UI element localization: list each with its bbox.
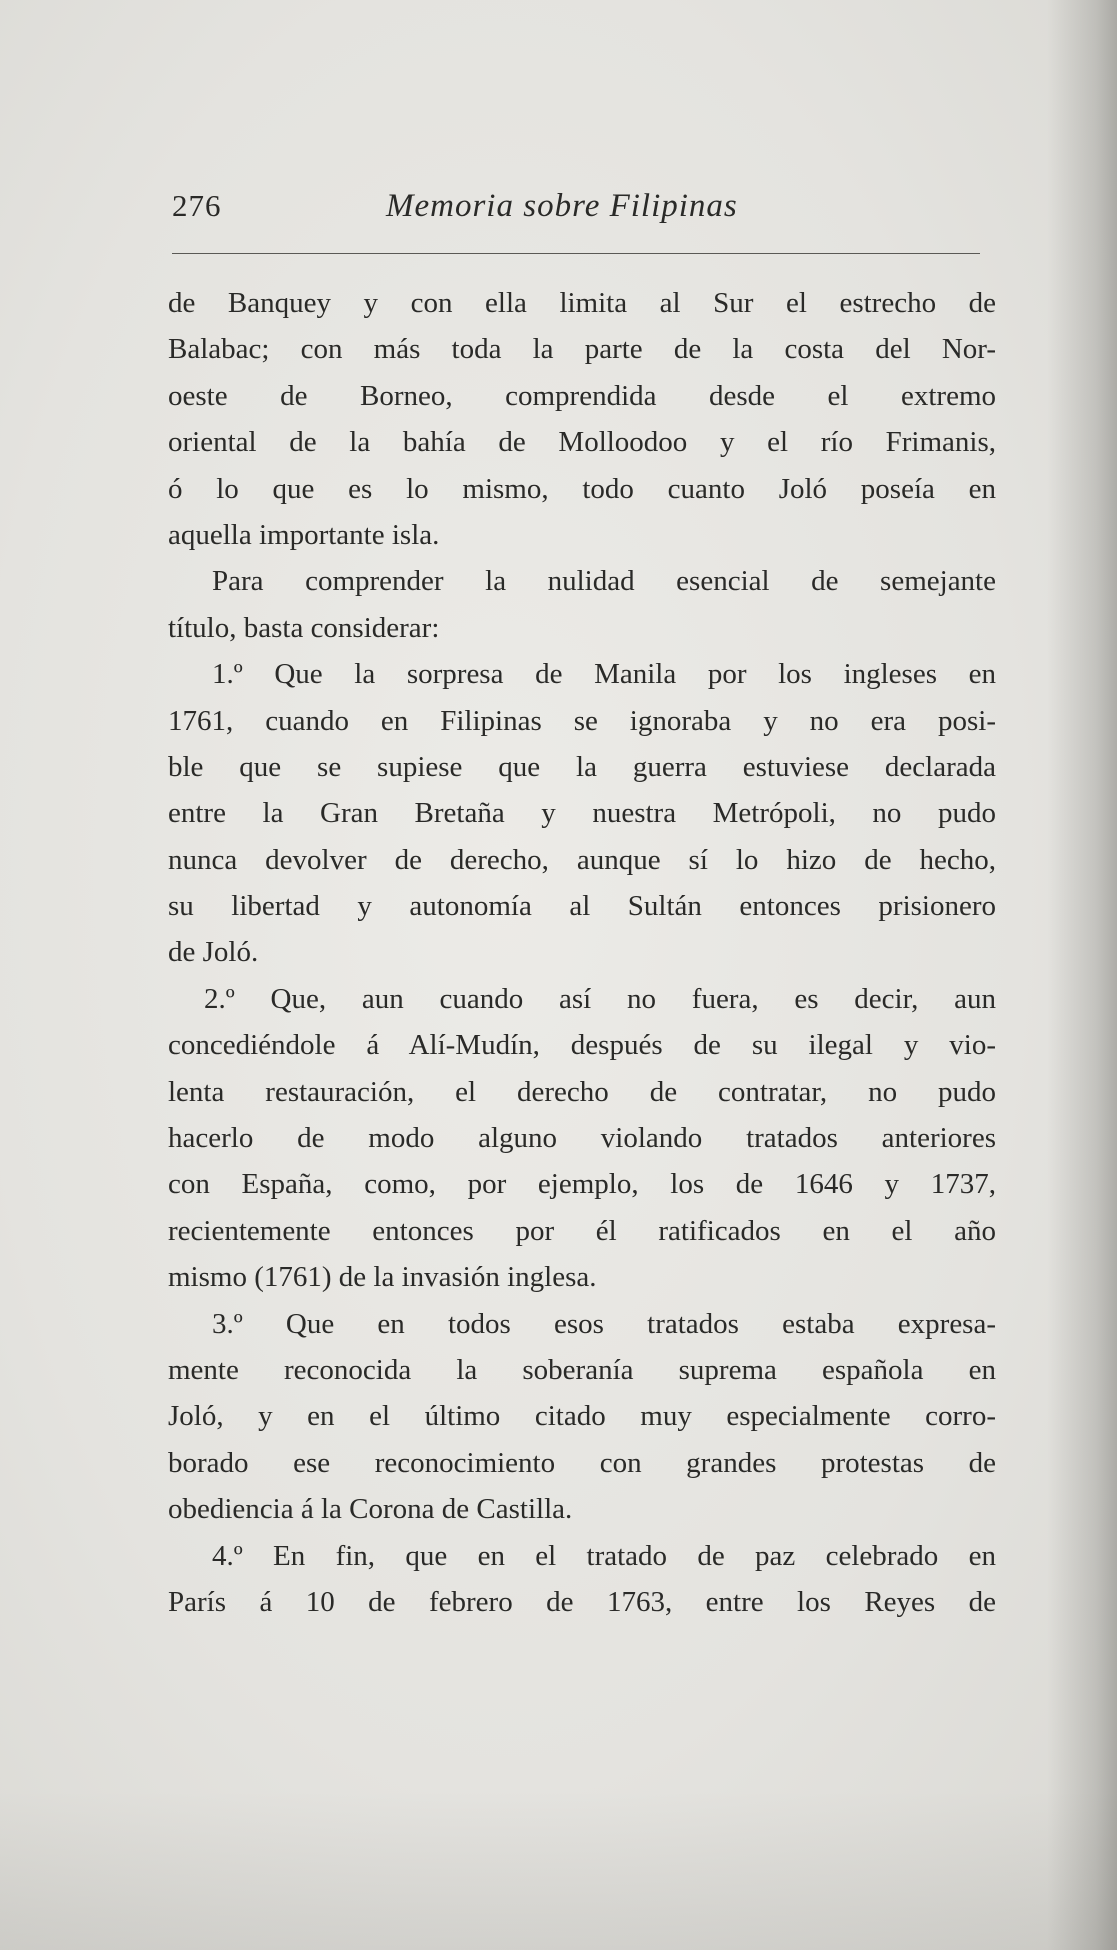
text-line: Para comprender la nulidad esencial de semejante bbox=[212, 565, 996, 598]
text-line: de Joló. bbox=[168, 936, 259, 969]
text-line: su libertad y autonomía al Sultán entonces prisionero bbox=[168, 890, 996, 923]
text-line: concediéndole á Alí-Mudín, después de su ilegal y vio- bbox=[168, 1029, 996, 1062]
text-line: París á 10 de febrero de 1763, entre los Reyes de bbox=[168, 1585, 996, 1618]
body-text bbox=[168, 280, 996, 1625]
page-edge-shadow bbox=[1047, 0, 1117, 1950]
text-line: hacerlo de modo alguno violando tratados anteriores bbox=[168, 1122, 996, 1155]
text-line: título, basta considerar: bbox=[168, 611, 440, 644]
page-bottom-shade bbox=[0, 1790, 1117, 1950]
text-line: nunca devolver de derecho, aunque sí lo hizo de hecho, bbox=[168, 843, 996, 876]
text-line: mismo (1761) de la invasión inglesa. bbox=[168, 1261, 597, 1294]
text-line: Balabac; con más toda la parte de la costa del Nor- bbox=[168, 333, 996, 366]
page-number: 276 bbox=[172, 188, 222, 223]
text-line: mente reconocida la soberanía suprema española en bbox=[168, 1353, 996, 1386]
running-head bbox=[172, 188, 980, 230]
text-line: oeste de Borneo, comprendida desde el extremo bbox=[168, 379, 996, 412]
text-line: con España, como, por ejemplo, los de 1646 y 1737, bbox=[168, 1168, 996, 1201]
text-line: entre la Gran Bretaña y nuestra Metrópoli, no pudo bbox=[168, 797, 996, 830]
text-line: ble que se supiese que la guerra estuviese declarada bbox=[168, 750, 996, 783]
text-line: recientemente entonces por él ratificados en el año bbox=[168, 1214, 996, 1247]
header-rule bbox=[172, 253, 980, 254]
text-line: lenta restauración, el derecho de contratar, no pudo bbox=[168, 1075, 996, 1108]
text-line: 4.º En fin, que en el tratado de paz celebrado en bbox=[212, 1539, 996, 1572]
text-line: 2.º Que, aun cuando así no fuera, es decir, aun bbox=[204, 982, 996, 1015]
text-line: 1.º Que la sorpresa de Manila por los ingleses en bbox=[212, 658, 996, 691]
text-line: de Banquey y con ella limita al Sur el estrecho de bbox=[168, 287, 996, 319]
running-title: Memoria sobre Filipinas bbox=[386, 188, 738, 224]
text-line: borado ese reconocimiento con grandes protestas de bbox=[168, 1446, 996, 1479]
text-line: aquella importante isla. bbox=[168, 518, 440, 551]
text-line: Joló, y en el último citado muy especialmente corro- bbox=[168, 1400, 996, 1433]
text-line: oriental de la bahía de Molloodoo y el río Frimanis, bbox=[168, 426, 996, 459]
text-line: ó lo que es lo mismo, todo cuanto Joló poseía en bbox=[168, 472, 996, 505]
text-line: 3.º Que en todos esos tratados estaba expresa- bbox=[212, 1307, 996, 1340]
text-line: obediencia á la Corona de Castilla. bbox=[168, 1493, 573, 1526]
text-line: 1761, cuando en Filipinas se ignoraba y no era posi- bbox=[168, 704, 996, 737]
